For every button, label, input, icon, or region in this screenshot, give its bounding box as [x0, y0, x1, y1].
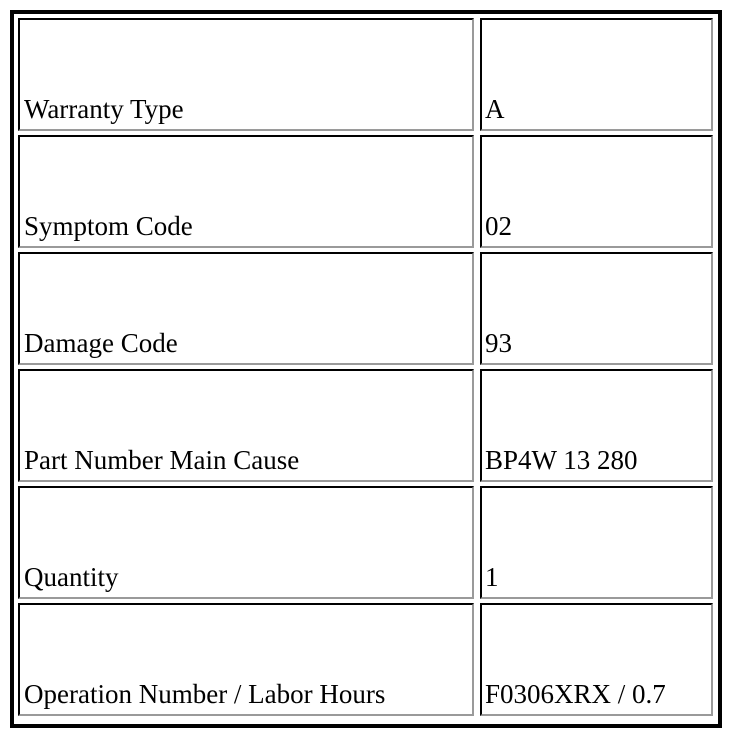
- symptom-code-label: Symptom Code: [18, 135, 474, 248]
- operation-number-labor-hours-label: Operation Number / Labor Hours: [18, 603, 474, 716]
- damage-code-value: 93: [480, 252, 713, 365]
- operation-number-labor-hours-value: F0306XRX / 0.7: [480, 603, 713, 716]
- warranty-type-label: Warranty Type: [18, 18, 474, 131]
- symptom-code-value: 02: [480, 135, 713, 248]
- part-number-main-cause-value: BP4W 13 280: [480, 369, 713, 482]
- damage-code-label: Damage Code: [18, 252, 474, 365]
- part-number-main-cause-label: Part Number Main Cause: [18, 369, 474, 482]
- warranty-table: [10, 10, 722, 728]
- quantity-value: 1: [480, 486, 713, 599]
- quantity-label: Quantity: [18, 486, 474, 599]
- warranty-type-value: A: [480, 18, 713, 131]
